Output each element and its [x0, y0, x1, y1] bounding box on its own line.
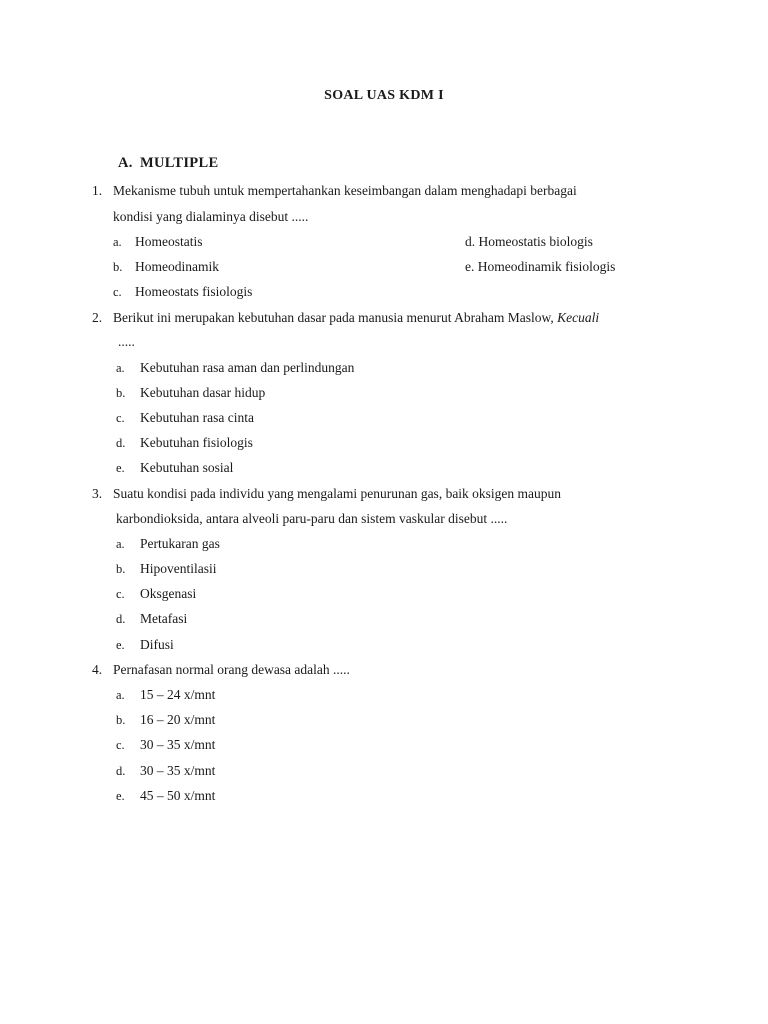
option-text: Kebutuhan dasar hidup — [140, 385, 266, 400]
option-text: Homeostats fisiologis — [135, 284, 253, 299]
option-letter: a. — [116, 688, 125, 702]
option-text: d. Homeostatis biologis — [465, 234, 593, 249]
option-text: Pertukaran gas — [140, 536, 220, 551]
option-text: Hipoventilasii — [140, 561, 217, 576]
option-letter: c. — [116, 738, 125, 752]
question-text-continued: karbondioksida, antara alveoli paru-paru dan sistem vaskular disebut ..... — [116, 511, 508, 526]
option-letter: d. — [116, 436, 126, 450]
option-text: Kebutuhan rasa cinta — [140, 410, 254, 425]
section-letter: A. — [118, 155, 133, 171]
option-text: Homeostatis — [135, 234, 203, 249]
option-letter: b. — [116, 562, 126, 576]
question-text: Pernafasan normal orang dewasa adalah ..... — [113, 662, 350, 677]
option-text: 45 – 50 x/mnt — [140, 788, 216, 803]
option-text: 30 – 35 x/mnt — [140, 763, 216, 778]
option-text: Difusi — [140, 637, 174, 652]
option-text: Kebutuhan fisiologis — [140, 435, 253, 450]
question-text-continued: kondisi yang dialaminya disebut ..... — [113, 209, 309, 224]
question-text-continued: ..... — [118, 334, 135, 349]
option-text: 15 – 24 x/mnt — [140, 687, 216, 702]
option-letter: e. — [116, 789, 125, 803]
question-number: 3. — [92, 486, 103, 501]
option-letter: c. — [116, 587, 125, 601]
question-text-emphasis: Kecuali — [557, 310, 600, 325]
option-letter: a. — [116, 537, 125, 551]
option-letter: d. — [116, 764, 126, 778]
question-text — [113, 309, 599, 327]
question-number: 4. — [92, 662, 103, 677]
option-letter: e. — [116, 638, 125, 652]
option-letter: b. — [113, 260, 123, 274]
option-letter: b. — [116, 713, 126, 727]
option-letter: a. — [116, 361, 125, 375]
question-number: 2. — [92, 310, 103, 325]
option-letter: d. — [116, 612, 126, 626]
section-label: MULTIPLE — [140, 155, 219, 171]
question-text: Mekanisme tubuh untuk mempertahankan keseimbangan dalam menghadapi berbagai — [113, 183, 577, 198]
option-text: e. Homeodinamik fisiologis — [465, 259, 616, 274]
option-text: Homeodinamik — [135, 259, 219, 274]
option-text: Kebutuhan rasa aman dan perlindungan — [140, 360, 355, 375]
option-text: 16 – 20 x/mnt — [140, 712, 216, 727]
question-text-main: Berikut ini merupakan kebutuhan dasar pada manusia menurut Abraham Maslow, — [113, 310, 554, 325]
question-number: 1. — [92, 183, 103, 198]
option-text: Metafasi — [140, 611, 188, 626]
option-text: Oksgenasi — [140, 586, 197, 601]
option-letter: e. — [116, 461, 125, 475]
option-letter: c. — [116, 411, 125, 425]
option-letter: b. — [116, 386, 126, 400]
question-text: Suatu kondisi pada individu yang mengalami penurunan gas, baik oksigen maupun — [113, 486, 562, 501]
option-letter: a. — [113, 235, 122, 249]
option-text: 30 – 35 x/mnt — [140, 737, 216, 752]
option-letter: c. — [113, 285, 122, 299]
document-title: SOAL UAS KDM I — [324, 88, 444, 103]
section-heading — [118, 155, 218, 172]
option-text: Kebutuhan sosial — [140, 460, 234, 475]
